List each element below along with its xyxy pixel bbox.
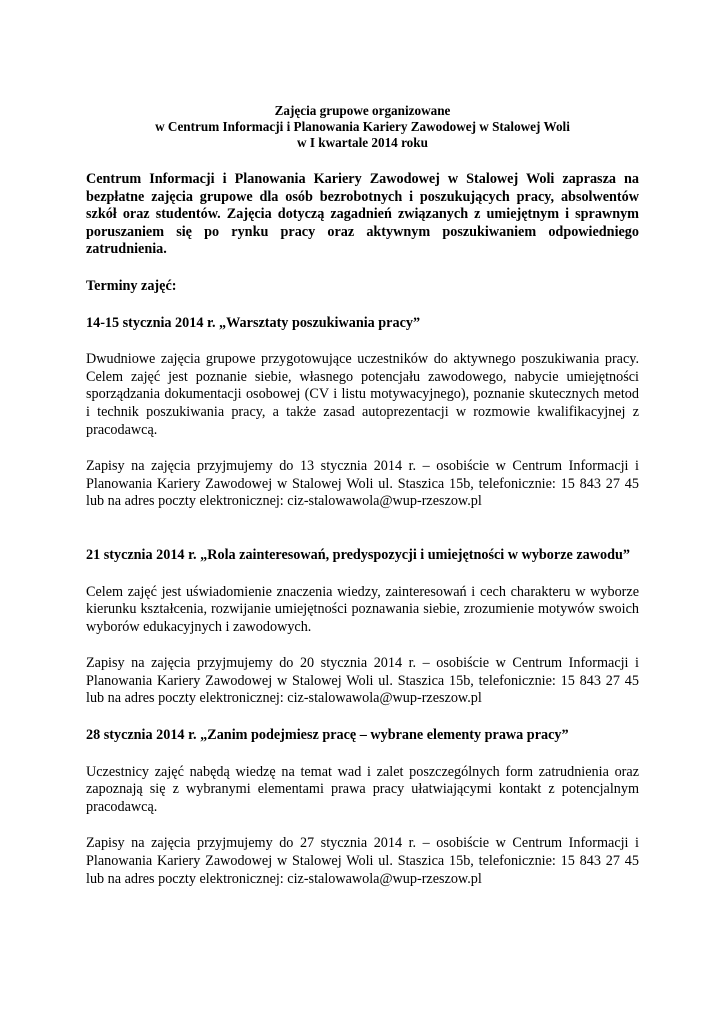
intro-paragraph: Centrum Informacji i Planowania Kariery Zawodowej w Stalowej Woli zaprasza na bezpłatne zajęcia grupowe dla osób bezrobotnych i poszukujących pracy, absolwentów szkół oraz studentów. Zajęcia dotyczą zagadnień związanych z umiejętnym i sprawnym poruszaniem się po rynku pracy oraz aktywnym poszukiwaniem odpowiedniego zatrudnienia. xyxy=(86,171,639,258)
terms-label: Terminy zajęć: xyxy=(86,277,177,294)
title-line-3: w I kwartale 2014 roku xyxy=(297,135,428,150)
event-registration-2: Zapisy na zajęcia przyjmujemy do 20 stycznia 2014 r. – osobiście w Centrum Informacji i Planowania Kariery Zawodowej w Stalowej Woli ul. Staszica 15b, telefonicznie: 15 843 27 45 lub na adres poczty elektronicznej: ciz-stalowawola@wup-rzeszow.pl xyxy=(86,655,639,707)
event-section-3 xyxy=(86,727,639,888)
event-section-2 xyxy=(86,547,639,708)
event-registration-3: Zapisy na zajęcia przyjmujemy do 27 stycznia 2014 r. – osobiście w Centrum Informacji i Planowania Kariery Zawodowej w Stalowej Woli ul. Staszica 15b, telefonicznie: 15 843 27 45 lub na adres poczty elektronicznej: ciz-stalowawola@wup-rzeszow.pl xyxy=(86,835,639,887)
event-section-1 xyxy=(86,315,639,511)
event-heading-1: 14-15 stycznia 2014 r. „Warsztaty poszukiwania pracy” xyxy=(86,314,421,331)
event-description-3: Uczestnicy zajęć nabędą wiedzę na temat wad i zalet poszczególnych form zatrudnienia oraz zapoznają się z wybranymi elementami prawa pracy ułatwiającymi kontakt z potencjalnym pracodawcą. xyxy=(86,763,639,815)
event-registration-1: Zapisy na zajęcia przyjmujemy do 13 stycznia 2014 r. – osobiście w Centrum Informacji i Planowania Kariery Zawodowej w Stalowej Woli ul. Staszica 15b, telefonicznie: 15 843 27 45 lub na adres poczty elektronicznej: ciz-stalowawola@wup-rzeszow.pl xyxy=(86,458,639,510)
event-description-2: Celem zajęć jest uświadomienie znaczenia wiedzy, zainteresowań i cech charakteru w wyborze kierunku kształcenia, rozwijanie umiejętności poznawania siebie, zrozumienie motywów swoich wyborów edukacyjnych i zawodowych. xyxy=(86,583,639,635)
event-description-1: Dwudniowe zajęcia grupowe przygotowujące uczestników do aktywnego poszukiwania pracy. Celem zajęć jest poznanie siebie, własnego potencjału zawodowego, nabycie umiejętności sporządzania dokumentacji osobowej (CV i listu motywacyjnego), poznanie skutecznych metod i technik poszukiwania pracy, a także zasad autoprezentacji w rozmowie kwalifikacyjnej z pracodawcą. xyxy=(86,351,639,438)
title-line-2: w Centrum Informacji i Planowania Kariery Zawodowej w Stalowej Woli xyxy=(155,119,570,134)
title-line-1: Zajęcia grupowe organizowane xyxy=(274,103,451,118)
event-heading-3: 28 stycznia 2014 r. „Zanim podejmiesz pracę – wybrane elementy prawa pracy” xyxy=(86,727,569,744)
event-heading-2: 21 stycznia 2014 r. „Rola zainteresowań, predyspozycji i umiejętności w wyborze zawodu” xyxy=(86,546,630,563)
document-title xyxy=(86,103,639,151)
